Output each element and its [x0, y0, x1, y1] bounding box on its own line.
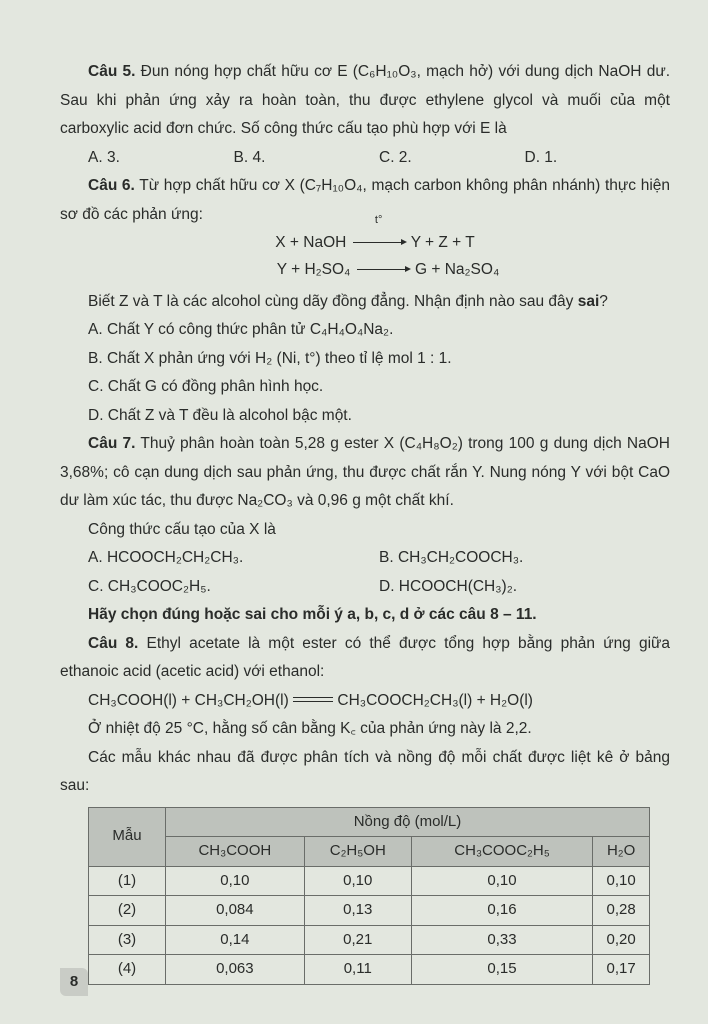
- column-header: H₂O: [593, 837, 650, 867]
- prompt-end: ?: [599, 292, 608, 310]
- section-heading: [60, 601, 670, 630]
- prompt-text: Biết Z và T là các alcohol cùng dãy đồng đẳng. Nhận định nào sau đây: [88, 292, 578, 310]
- question-label: Câu 8.: [88, 634, 139, 652]
- concentration-cell: 0,17: [593, 955, 650, 985]
- concentration-cell: 0,084: [166, 896, 305, 926]
- column-header-sample: Mẫu: [89, 807, 166, 866]
- option-c: C. Chất G có đồng phân hình học.: [88, 378, 324, 395]
- option-c: C. CH₃COOC₂H₅.: [88, 577, 211, 595]
- question-label: Câu 7.: [88, 435, 136, 452]
- table-row: [89, 925, 650, 955]
- option-d: D. Chất Z và T đều là alcohol bậc một.: [88, 406, 352, 424]
- question-7-options-row2: [60, 573, 670, 602]
- option-b: B. Chất X phản ứng với H₂ (Ni, t°) theo tỉ lệ mol 1 : 1.: [88, 349, 452, 367]
- table-row: [89, 866, 650, 896]
- table-row: [89, 896, 650, 926]
- concentration-cell: 0,10: [593, 866, 650, 896]
- page-number: 8: [60, 968, 88, 996]
- sample-cell: (3): [89, 925, 166, 955]
- question-label: Câu 5.: [88, 63, 136, 80]
- concentration-cell: 0,21: [304, 925, 411, 955]
- table-row: [89, 955, 650, 985]
- concentration-cell: 0,16: [411, 896, 592, 926]
- sample-cell: (2): [89, 896, 166, 926]
- option-b: B. 4.: [233, 148, 266, 166]
- concentration-cell: 0,11: [304, 955, 411, 985]
- concentration-cell: 0,10: [166, 866, 305, 896]
- products: Y + Z + T: [410, 234, 475, 251]
- concentration-table: [88, 807, 650, 985]
- equilibrium-arrow-icon: [293, 695, 333, 705]
- question-8: [60, 630, 670, 687]
- question-5: [60, 58, 670, 144]
- concentration-cell: 0,10: [304, 866, 411, 896]
- option-a: A. HCOOCH₂CH₂CH₃.: [88, 549, 244, 566]
- question-label: Câu 6.: [88, 177, 135, 194]
- option-d: D. HCOOCH(CH₃)₂.: [379, 577, 518, 595]
- question-7-options-row1: [60, 544, 670, 573]
- question-7-prompt: Công thức cấu tạo của X là: [88, 520, 276, 538]
- question-6-prompt: [60, 288, 670, 317]
- option-d: D. 1.: [524, 148, 558, 166]
- reactants: X + NaOH: [275, 234, 347, 251]
- sample-cell: (1): [89, 866, 166, 896]
- concentration-cell: 0,13: [304, 896, 411, 926]
- document-page: [60, 58, 670, 985]
- reactants: Y + H₂SO₄: [276, 260, 351, 278]
- products: G + Na₂SO₄: [415, 260, 500, 278]
- concentration-cell: 0,15: [411, 955, 592, 985]
- option-b: B. CH₃CH₂COOCH₃.: [379, 549, 524, 566]
- prompt-emphasis: sai: [577, 292, 600, 310]
- question-5-options: [60, 144, 670, 173]
- column-header: CH₃COOC₂H₅: [411, 837, 592, 867]
- products: CH₃COOCH₂CH₃(l) + H₂O(l): [337, 691, 533, 709]
- concentration-cell: 0,10: [411, 866, 592, 896]
- arrow-icon: [351, 214, 407, 258]
- equilibrium-constant-text: Ở nhiệt độ 25 °C, hằng số cân bằng K꜀ của phản ứng này là 2,2.: [88, 720, 532, 737]
- option-c: C. 2.: [379, 148, 412, 166]
- concentration-cell: 0,063: [166, 955, 305, 985]
- question-text: Ethyl acetate là một ester có thể được tổng hợp bằng phản ứng giữa ethanoic acid (acetic acid) với ethanol:: [60, 634, 671, 680]
- sample-cell: (4): [89, 955, 166, 985]
- column-header: C₂H₅OH: [304, 837, 411, 867]
- arrow-icon: [355, 258, 411, 282]
- option-a: A. Chất Y có công thức phân tử C₄H₄O₄Na₂.: [88, 321, 394, 338]
- condition: t°: [374, 214, 383, 226]
- column-group-header: Nồng độ (mol/L): [166, 807, 650, 837]
- question-text: Thuỷ phân hoàn toàn 5,28 g ester X (C₄H₈O₂) trong 100 g dung dịch NaOH 3,68%; cô cạn dung dịch sau phản ứng, thu được chất rắn Y. Nung nóng Y với bột CaO dư làm xúc tác, thu được Na₂CO₃ và 0,96 g một chất khí.: [60, 435, 670, 509]
- question-text: Đun nóng hợp chất hữu cơ E (C₆H₁₀O₃, mạch hở) với dung dịch NaOH dư. Sau khi phản ứng xảy ra hoàn toàn, thu được ethylene glycol và muối của một carboxylic acid đơn chức. Số công thức cấu tạo phù hợp với E là: [60, 63, 671, 137]
- concentration-cell: 0,20: [593, 925, 650, 955]
- table-intro: Các mẫu khác nhau đã được phân tích và nồng độ mỗi chất được liệt kê ở bảng sau:: [60, 748, 670, 794]
- concentration-cell: 0,28: [593, 896, 650, 926]
- concentration-cell: 0,33: [411, 925, 592, 955]
- section-heading-text: Hãy chọn đúng hoặc sai cho mỗi ý a, b, c, d ở các câu 8 – 11.: [88, 606, 537, 623]
- reaction-2: [60, 258, 670, 282]
- concentration-cell: 0,14: [166, 925, 305, 955]
- option-a: A. 3.: [88, 148, 120, 166]
- question-text: Từ hợp chất hữu cơ X (C₇H₁₀O₄, mạch carbon không phân nhánh) thực hiện sơ đồ các phản ứng:: [60, 177, 671, 223]
- column-header: CH₃COOH: [166, 837, 305, 867]
- reactants: CH₃COOH(l) + CH₃CH₂OH(l): [88, 691, 289, 709]
- equilibrium-reaction: [60, 687, 670, 716]
- reaction-1: [60, 214, 670, 258]
- question-7: [60, 430, 670, 516]
